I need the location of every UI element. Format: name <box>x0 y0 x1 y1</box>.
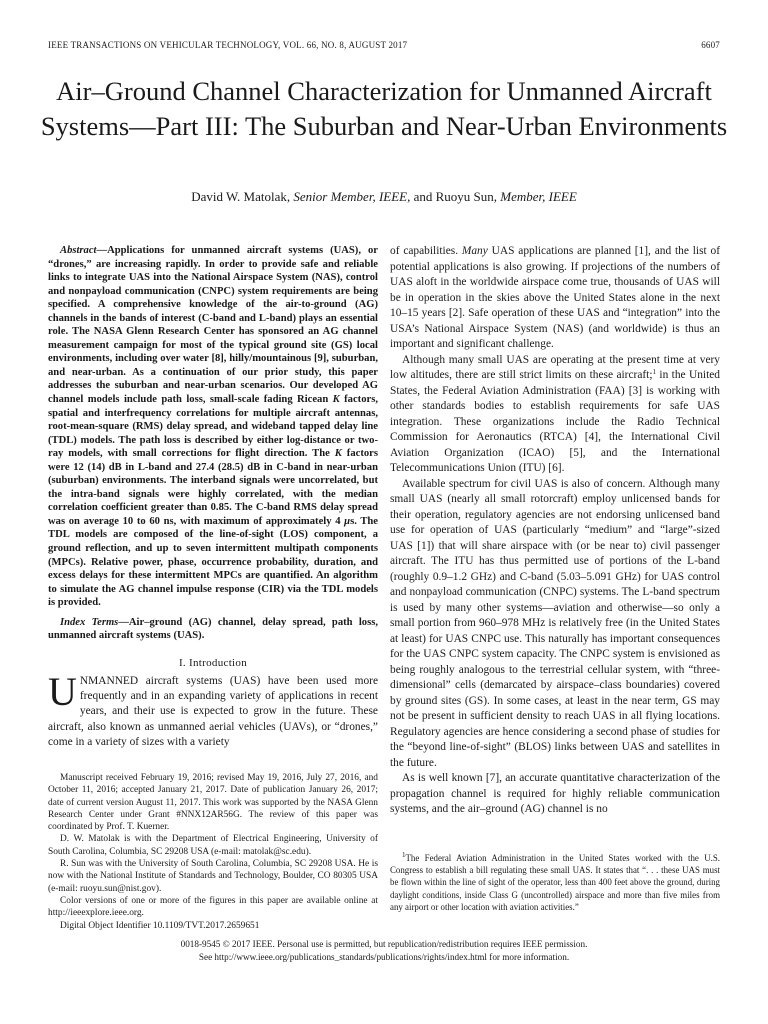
running-header <box>48 40 720 54</box>
journal-name: IEEE TRANSACTIONS ON VEHICULAR TECHNOLOGY, VOL. 66, NO. 8, AUGUST 2017 <box>48 40 408 50</box>
author-2-role: Member, IEEE <box>500 189 577 204</box>
page-number: 6607 <box>701 40 720 50</box>
abstract-text: factors, spatial and interfrequency correlations for multiple aircraft antennas, root-mean-square (RMS) delay spread, and wideband tapped delay line (TDL) models. The path loss is described by either log-distance or two-ray models, with small corrections for flight direction. The <box>48 394 378 460</box>
footnote-color-versions: Color versions of one or more of the figures in this paper are available online at http://ieeexplore.ieee.org. <box>48 895 378 919</box>
abstract-text: —Applications for unmanned aircraft systems (UAS), or “drones,” are increasing rapidly. In order to provide safe and reliable links to integrate UAS into the National Airspace System (NAS), control and nonpayload communication (CNPC) system requirements are being specified. A comprehensive knowledge of the air-to-ground (AG) channels in the bands of interest (C-band and L-band) plays an essential role. The NASA Glenn Research Center has sponsored an AG channel measurement campaign for most of the typical ground site (GS) local environments, including over water [8], hilly/mountainous [9], suburban, and near-urban. As a continuation of our prior study, this paper addresses the suburban and near-urban scenarios. Our developed AG channel models include path loss, small-scale fading Ricean <box>48 245 378 406</box>
abstract-symbol-mu: μ <box>344 515 351 527</box>
introduction-paragraph <box>48 668 378 750</box>
copyright-line-1: 0018-9545 © 2017 IEEE. Personal use is permitted, but republication/redistribution requires IEEE permission. <box>180 939 588 949</box>
abstract-text: s. The TDL models are composed of the line-of-sight (LOS) component, a ground reflection, and up to seven intermittent multipath components (MPCs). Relative power, phase, occurrence probability, duration, and excess delays for these intermittent MPCs are quantified. An algorithm to simulate the AG channel impulse response (CIR) via the TDL models is provided. <box>48 515 378 609</box>
footnote-1-text: The Federal Aviation Administration in the United States worked with the U.S. Congress to establish a bill regulating these small UAS. It states that “. . . these UAS must be flown within the line of sight of the operator, less than 400 feet above the ground, during daylight conditions, inside Class G (uncontrolled) airspace and more than five miles from any airport or other location with aviation activities.” <box>390 853 720 912</box>
copyright-line-2: See http://www.ieee.org/publications_standards/publications/rights/index.html for more information. <box>198 951 570 962</box>
author-1: David W. Matolak, <box>191 189 291 204</box>
manuscript-footnotes <box>48 772 378 932</box>
left-column <box>48 244 378 750</box>
index-terms-lead: Index Terms <box>60 616 119 628</box>
footnote-author-1: D. W. Matolak is with the Department of Electrical Engineering, University of South Carolina, Columbia, SC 29208 USA (e-mail: matolak@sc.edu). <box>48 834 378 857</box>
introduction-text: NMANNED aircraft systems (UAS) have been used more frequently and in an expanding variety of applications in recent years, and their use is expected to grow in the future. These aircraft, also known as unmanned aerial vehicles (UAVs), or “drones,” come in a variety of sizes with a variety <box>48 674 378 749</box>
drop-cap: U <box>48 668 77 714</box>
abstract-lead: Abstract <box>60 245 97 256</box>
body-paragraph: As is well known [7], an accurate quantitative characterization of the propagation channel is required for highly reliable communication systems, and the air–ground (AG) channel is no <box>390 772 720 815</box>
index-terms <box>48 616 378 643</box>
body-text: in the United States, the Federal Aviation Administration (FAA) [3] is working with other standards bodies to establish requirements for safe UAS integration. These organizations include the Radio Technical Commission for Aeronautics (RTCA) [4], the International Civil Aviation Organization (ICAO) [5], and the International Telecommunications Union (ITU) [6]. <box>390 369 720 474</box>
abstract-symbol-k: K <box>334 448 342 460</box>
body-paragraph <box>390 353 720 477</box>
footnote-manuscript: Manuscript received February 19, 2016; revised May 19, 2016, July 27, 2016, and October 11, 2016; accepted January 21, 2017. Date of publication January 26, 2017; date of current version August 11, 2017. This work was supported by the NASA Glenn Research Center under Grant #NNX12AR56G. The review of this paper was coordinated by Prof. T. Kuerner. <box>48 773 378 833</box>
paper-title: Air–Ground Channel Characterization for Unmanned Aircraft Systems—Part III: The Suburban and Near-Urban Environments <box>40 76 728 141</box>
body-text: of capabilities. <box>390 245 462 257</box>
abstract-text: factors were 12 (14) dB in L-band and 27.4 (28.5) dB in C-band in near-urban (suburban) environments. The interband signals were uncorrelated, but the intra-band signals were highly correlated, with the median correlation coefficient greater than 0.85. The C-band RMS delay spread was on average 10 to 60 ns, with maximum of approximately 4 <box>48 448 378 527</box>
section-heading-introduction: I. Introduction <box>178 656 248 669</box>
footnote-doi: Digital Object Identifier 10.1109/TVT.2017.2659651 <box>60 920 260 931</box>
body-paragraph <box>390 244 720 353</box>
footnote-1 <box>390 852 720 913</box>
author-1-role: Senior Member, IEEE, <box>293 189 411 204</box>
abstract-symbol-k: K <box>332 394 340 406</box>
footnote-1-marker: 1 <box>402 851 406 859</box>
right-column <box>390 244 720 818</box>
author-line <box>48 188 720 206</box>
body-text: UAS applications are planned [1], and the list of potential applications is also growing. If projections of the numbers of UAS aloft in the worldwide airspace come true, thousands of UAS will be in operation in the skies above the United States alone in the next 10–15 years [2]. Safe operation of these UAS and “integration” into the USA’s National Airspace System (NAS) (and worldwide) is thus an important and significant challenge. <box>390 245 720 350</box>
author-2: and Ruoyu Sun, <box>413 189 498 204</box>
body-paragraph: Available spectrum for civil UAS is also of concern. Although many small UAS (nearly all small rotorcraft) employ unlicensed bands for their operation, regulatory agencies are not endorsing unlicensed band use for operation of UAS (particularly “medium” and “large”-sized UAS [1]) that will share airspace with (or be near to) civil passenger aircraft. The ITU has thus permitted use of portions of the L-band (roughly 0.9–1.2 GHz) and C-band (5.03–5.091 GHz) for UAS control and nonpayload communication (CNPC) systems. The L-band spectrum is used by many other systems—aviation and otherwise—so only a small portion from 960–978 MHz is relatively free (in the United States at least) for UAS CNPC use. This naturally has important consequences for the UAS CNPC system capacity. The CNPC system is envisioned as being roughly analogous to the terrestrial cellular system, with “three-dimensional” cells (demarcated by airspace–class boundaries) covered by ground sites (GS). In some cases, at least in the near term, GS may not be present in sufficient density to reach UAS in all flying locations. Regulatory agencies are hence considering a second phase of studies for the “beyond line-of-sight” (BLOS) links between UAS and satellites in the future. <box>390 477 720 769</box>
body-text: Although many small UAS are operating at the present time at very low altitudes, there are still strict limits on these aircraft; <box>390 353 720 381</box>
footnote-marker[interactable]: 1 <box>652 368 656 376</box>
body-text-italic: Many <box>461 245 488 257</box>
index-terms-text: —Air–ground (AG) channel, delay spread, path loss, unmanned aircraft systems (UAS). <box>48 616 378 642</box>
footnote-author-2: R. Sun was with the University of South Carolina, Columbia, SC 29208 USA. He is now with the National Institute of Standards and Technology, Boulder, CO 80305 USA (e-mail: ruoyu.sun@nist.gov). <box>48 859 378 894</box>
copyright-notice <box>48 938 720 963</box>
abstract <box>48 244 378 610</box>
